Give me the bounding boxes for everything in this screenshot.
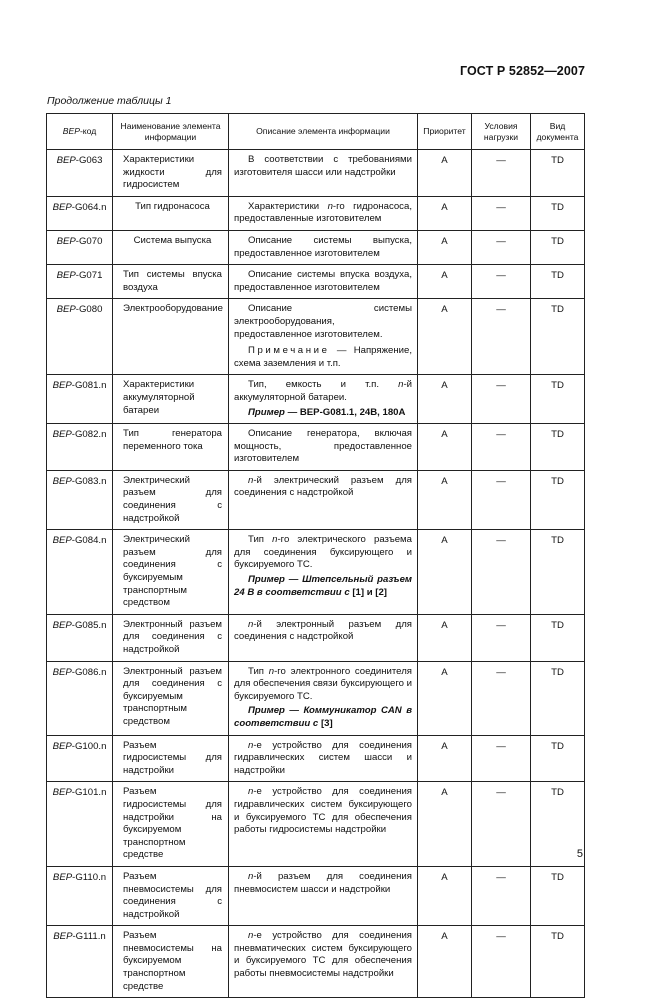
cell-name: Разъем пневмосистемы на буксируемом транспортном средстве [113,926,229,998]
header-description: Описание элемента информации [229,114,418,150]
cell-description: Описание генератора, включая мощность, предоставленное изготовителем [229,424,418,471]
cell-doc-type: TD [531,424,585,471]
cell-description: В соответствии с требованиями изготовителя шасси или надстройки [229,150,418,197]
cell-load-conditions: — [472,866,531,925]
cell-description: n-й разъем для соединения пневмосистем шасси и надстройки [229,866,418,925]
cell-name: Разъем пневмосистемы для соединения с надстройкой [113,866,229,925]
cell-priority: А [418,424,472,471]
cell-description: n-е устройство для соединения пневматических систем буксирующего и буксируемого ТС для обеспечения работы пневмосистемы надстройки [229,926,418,998]
cell-code: BEP-G081.n [47,375,113,424]
cell-code: BEP-G083.n [47,470,113,529]
cell-code: BEP-G086.n [47,661,113,735]
cell-name: Электрооборудование [113,299,229,375]
cell-code: BEP-G084.n [47,530,113,615]
cell-priority: А [418,196,472,230]
table-row [47,196,585,230]
cell-name: Тип генератора переменного тока [113,424,229,471]
cell-name: Электронный разъем для соединения с надстройкой [113,614,229,661]
cell-priority: А [418,735,472,782]
cell-code: BEP-G071 [47,265,113,299]
cell-priority: А [418,926,472,998]
cell-load-conditions: — [472,614,531,661]
cell-load-conditions: — [472,782,531,867]
cell-code: BEP-G101.n [47,782,113,867]
cell-code: BEP-G063 [47,150,113,197]
cell-code: BEP-G100.n [47,735,113,782]
cell-name: Разъем гидросистемы для надстройки на буксируемом транспортном средстве [113,782,229,867]
cell-load-conditions: — [472,150,531,197]
table-row [47,150,585,197]
cell-doc-type: TD [531,375,585,424]
table-header-row [47,114,585,150]
table-continuation-caption: Продолжение таблицы 1 [47,95,172,107]
cell-doc-type: TD [531,782,585,867]
cell-priority: А [418,299,472,375]
table-row [47,265,585,299]
cell-code: BEP-G080 [47,299,113,375]
cell-code: BEP-G110.n [47,866,113,925]
cell-load-conditions: — [472,299,531,375]
cell-description: n-й электрический разъем для соединения с надстройкой [229,470,418,529]
cell-priority: А [418,782,472,867]
cell-doc-type: TD [531,299,585,375]
cell-doc-type: TD [531,735,585,782]
table-row [47,661,585,735]
cell-priority: А [418,866,472,925]
cell-code: BEP-G064.n [47,196,113,230]
cell-code: BEP-G085.n [47,614,113,661]
cell-description: Описание системы впуска воздуха, предоставленное изготовителем [229,265,418,299]
cell-doc-type: TD [531,530,585,615]
cell-doc-type: TD [531,866,585,925]
cell-doc-type: TD [531,614,585,661]
cell-doc-type: TD [531,150,585,197]
table-row [47,735,585,782]
cell-load-conditions: — [472,424,531,471]
cell-description: n-е устройство для соединения гидравлических систем шасси и надстройки [229,735,418,782]
cell-name: Тип гидронасоса [113,196,229,230]
table-row [47,424,585,471]
table-row [47,230,585,264]
cell-load-conditions: — [472,230,531,264]
cell-name: Разъем гидросистемы для надстройки [113,735,229,782]
cell-description: Тип n-го электронного соединителя для обеспечения связи буксирующего и буксируемого ТС. Пример — Коммуникатор CAN в соответствии с [3] [229,661,418,735]
header-name: Наименование элемента информации [113,114,229,150]
cell-name: Система выпуска [113,230,229,264]
cell-load-conditions: — [472,661,531,735]
cell-name: Характеристики жидкости для гидросистем [113,150,229,197]
cell-load-conditions: — [472,926,531,998]
cell-description: Характеристики n-го гидронасоса, предоставленные изготовителем [229,196,418,230]
cell-name: Электрический разъем для соединения с буксируемым транспортным средством [113,530,229,615]
cell-priority: А [418,614,472,661]
cell-description: n-е устройство для соединения гидравлических систем буксирующего и буксируемого ТС для обеспечения работы гидросистемы надстройки [229,782,418,867]
table-row [47,782,585,867]
cell-name: Тип системы впуска воздуха [113,265,229,299]
cell-doc-type: TD [531,265,585,299]
page-number: 5 [576,848,583,860]
information-elements-table [46,113,585,998]
header-code: BEP-код [47,114,113,150]
cell-load-conditions: — [472,196,531,230]
cell-priority: А [418,661,472,735]
cell-description: n-й электронный разъем для соединения с надстройкой [229,614,418,661]
cell-load-conditions: — [472,265,531,299]
table-row [47,530,585,615]
cell-doc-type: TD [531,230,585,264]
cell-priority: А [418,530,472,615]
table-row [47,375,585,424]
cell-doc-type: TD [531,196,585,230]
cell-name: Электрический разъем для соединения с надстройкой [113,470,229,529]
cell-load-conditions: — [472,375,531,424]
cell-name: Характеристики аккумуляторной батареи [113,375,229,424]
cell-load-conditions: — [472,735,531,782]
header-priority: Приоритет [418,114,472,150]
table-row [47,926,585,998]
cell-priority: А [418,265,472,299]
cell-name: Электронный разъем для соединения с буксируемым транспортным средством [113,661,229,735]
cell-doc-type: TD [531,926,585,998]
cell-description: Тип, емкость и т.п. n-й аккумуляторной батареи. Пример — BEP-G081.1, 24В, 180А [229,375,418,424]
standard-designation: ГОСТ Р 52852—2007 [459,64,585,78]
cell-description: Описание системы выпуска, предоставленное изготовителем [229,230,418,264]
table-row [47,470,585,529]
table-row [47,299,585,375]
table-row [47,866,585,925]
cell-doc-type: TD [531,470,585,529]
cell-code: BEP-G111.n [47,926,113,998]
cell-priority: А [418,230,472,264]
cell-priority: А [418,375,472,424]
header-load-conditions: Условия нагрузки [472,114,531,150]
cell-load-conditions: — [472,530,531,615]
table-row [47,614,585,661]
cell-code: BEP-G082.n [47,424,113,471]
cell-description: Тип n-го электрического разъема для соединения буксирующего и буксируемого ТС. Пример — Штепсельный разъем 24 В в соответствии с [1] и [2] [229,530,418,615]
cell-load-conditions: — [472,470,531,529]
cell-priority: А [418,470,472,529]
cell-doc-type: TD [531,661,585,735]
cell-code: BEP-G070 [47,230,113,264]
header-doc-type: Вид документа [531,114,585,150]
cell-priority: А [418,150,472,197]
cell-description: Описание системы электрооборудования, предоставленное изготовителем. Примечание — Напряжение, схема заземления и т.п. [229,299,418,375]
